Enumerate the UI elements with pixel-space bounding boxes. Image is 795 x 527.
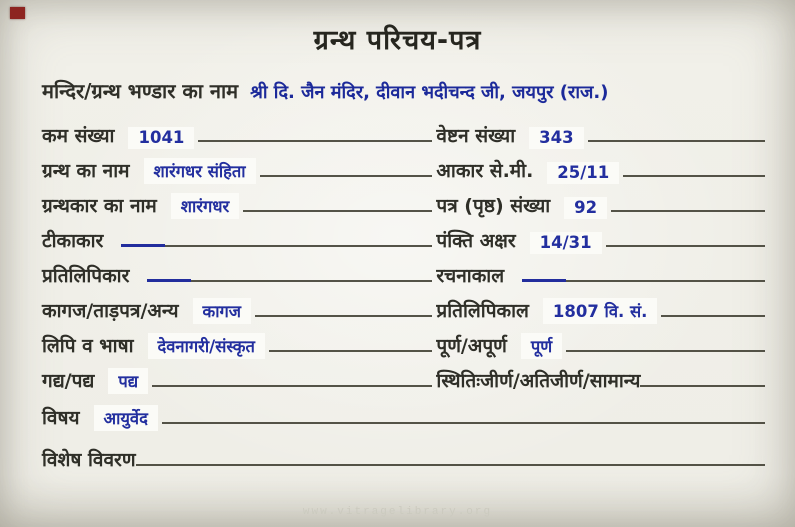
field-value: 14/31 [530,232,602,254]
field-label: विषय [42,407,80,430]
field-value: देवनागरी/संस्कृत [148,333,265,359]
rule-line [162,422,765,424]
rule-line [191,280,432,282]
form-row [42,151,765,186]
field-label: ग्रन्थ का नाम [42,160,130,183]
form-row [42,433,765,475]
field-label: गद्य/पद्य [42,370,95,393]
field-serial-number [42,116,436,151]
form-row [42,221,765,256]
field-special-details [42,433,765,475]
field-page-count [436,186,765,221]
field-value: कागज [193,298,251,324]
field-label: कम संख्या [42,125,115,148]
rule-line [640,385,765,387]
field-label: प्रतिलिपिकार [42,265,130,288]
blue-dash-mark [522,279,566,282]
field-value: पद्य [108,368,148,394]
field-label: विशेष विवरण [42,449,136,472]
field-value: श्री दि. जैन मंदिर, दीवान भदीचन्द जी, जयपुर (राज.) [250,82,609,103]
field-script-language [42,326,436,361]
rule-line [661,315,765,317]
field-composition-date [436,256,765,291]
rule-line [611,210,765,212]
rule-line [260,175,433,177]
rule-line [588,140,765,142]
field-granth-name [42,151,436,186]
field-value: 92 [564,197,607,219]
field-prose-verse [42,361,436,396]
rule-line [243,210,432,212]
field-size-cm [436,151,765,186]
field-complete-incomplete [436,326,765,361]
rule-line [606,245,765,247]
form-row [42,256,765,291]
rule-line [255,315,432,317]
rule-line [198,140,432,142]
form-row [42,186,765,221]
form-row [42,396,765,433]
rule-line [136,464,765,466]
field-label: स्थितिःजीर्ण/अतिजीर्ण/सामान्य [436,370,641,393]
rule-line [152,385,432,387]
field-veshtan-number [436,116,765,151]
form-row [42,116,765,151]
field-value: आयुर्वेद [94,405,158,431]
form-row [42,361,765,396]
field-value: 25/11 [547,162,619,184]
field-value: 1807 वि. सं. [543,298,658,324]
field-label: पूर्ण/अपूर्ण [436,335,507,358]
field-material [42,291,436,326]
field-temple-bhandar-name [42,77,765,106]
field-copy-date [436,291,765,326]
rule-line [566,350,765,352]
field-label: पत्र (पृष्ठ) संख्या [436,195,551,218]
field-value: पूर्ण [521,333,562,359]
field-commentator [42,221,436,256]
field-label: पंक्ति अक्षर [436,230,516,253]
field-label: वेष्टन संख्या [436,125,516,148]
rule-line [165,245,432,247]
field-label: टीकाकार [42,230,104,253]
field-label: ग्रन्थकार का नाम [42,195,157,218]
red-corner-mark [10,7,25,19]
field-value: शारंगधर [171,193,239,219]
field-author-name [42,186,436,221]
rule-line [623,175,765,177]
field-label: प्रतिलिपिकाल [436,300,529,323]
field-copyist [42,256,436,291]
field-value: 1041 [128,127,194,149]
watermark: www.vitragelibrary.org [302,506,493,518]
blue-dash-mark [147,279,191,282]
field-label: आकार से.मी. [436,160,534,183]
field-label: लिपि व भाषा [42,335,134,358]
form-row [42,291,765,326]
blue-dash-mark [121,244,165,247]
page-title: ग्रन्थ परिचय-पत्र [313,25,482,56]
rule-line [269,350,433,352]
form-row [42,326,765,361]
field-label: मन्दिर/ग्रन्थ भण्डार का नाम [42,79,239,103]
field-value: शारंगधर संहिता [144,158,256,184]
card-body [0,57,795,475]
field-lines-letters [436,221,765,256]
field-subject [42,396,765,433]
field-value: 343 [529,127,583,149]
field-label: रचनाकाल [436,265,505,288]
field-condition [436,361,765,396]
rule-line [566,280,765,282]
field-label: कागज/ताड़पत्र/अन्य [42,300,179,323]
